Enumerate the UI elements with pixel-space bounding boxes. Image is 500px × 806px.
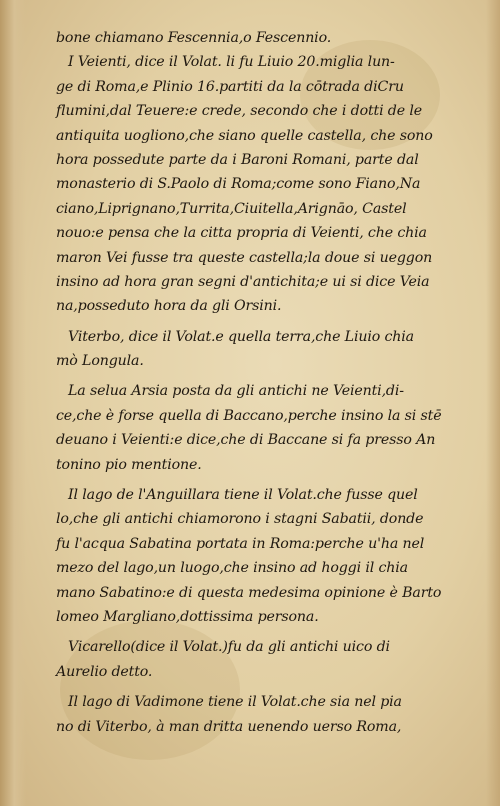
text-line: Vicarello(dice il Volat.)fu da gli antichi uico di: [68, 639, 390, 656]
text-line: hora possedute parte da i Baroni Romani, parte dal: [56, 151, 419, 168]
text-line: La selua Arsia posta da gli antichi ne Veienti,di-: [68, 383, 404, 400]
text-line: no di Viterbo, à man dritta uenendo uerso Roma,: [56, 718, 402, 735]
text-line: lo,che gli antichi chiamorono i stagni Sabatii, donde: [56, 511, 424, 528]
text-line: insino ad hora gran segni d'antichita;e ui si dice Veia: [56, 273, 430, 290]
text-line: bone chiamano Fescennia,o Fescennio.: [56, 30, 332, 46]
text-line: fu l'acqua Sabatina portata in Roma:perche u'ha nel: [56, 535, 425, 552]
text-line: monasterio di S.Paolo di Roma;come sono Fiano,Na: [56, 176, 421, 193]
text-line: ciano,Liprignano,Turrita,Ciuitella,Arignāo, Castel: [56, 200, 407, 217]
text-line: flumini,dal Teuere:e crede, secondo che i dotti de le: [56, 103, 422, 120]
text-line: Aurelio detto.: [56, 663, 153, 680]
page-edge-shadow: [486, 0, 500, 806]
text-line: deuano i Veienti:e dice,che di Baccane si fa presso An: [56, 432, 436, 449]
text-line: na,posseduto hora da gli Orsini.: [56, 298, 282, 315]
text-line: ge di Roma,e Plinio 16.partiti da la cōtrada diCru: [56, 78, 404, 95]
page-gutter-shadow: [0, 0, 26, 806]
text-line: maron Vei fusse tra queste castella;la doue si ueggon: [56, 249, 433, 266]
text-line: lomeo Margliano,dottissima persona.: [56, 608, 319, 625]
text-line: Il lago di Vadimone tiene il Volat.che sia nel pia: [68, 694, 402, 711]
text-line: nouo:e pensa che la citta propria di Veienti, che chia: [56, 225, 427, 242]
text-line: antiquita uogliono,che siano quelle castella, che sono: [56, 127, 433, 144]
body-text: [56, 26, 442, 739]
text-line: mò Longula.: [56, 353, 144, 370]
text-line: mano Sabatino:e di questa medesima opinione è Barto: [56, 584, 442, 601]
text-line: Viterbo, dice il Volat.e quella terra,che Liuio chia: [68, 328, 414, 345]
text-line: ce,che è forse quella di Baccano,perche insino la si stē: [56, 407, 442, 424]
text-line: mezo del lago,un luogo,che insino ad hoggi il chia: [56, 560, 408, 577]
text-line: I Veienti, dice il Volat. li fu Liuio 20.miglia lun-: [68, 54, 395, 71]
text-line: tonino pio mentione.: [56, 456, 202, 473]
text-line: Il lago de l'Anguillara tiene il Volat.che fusse quel: [68, 487, 418, 504]
